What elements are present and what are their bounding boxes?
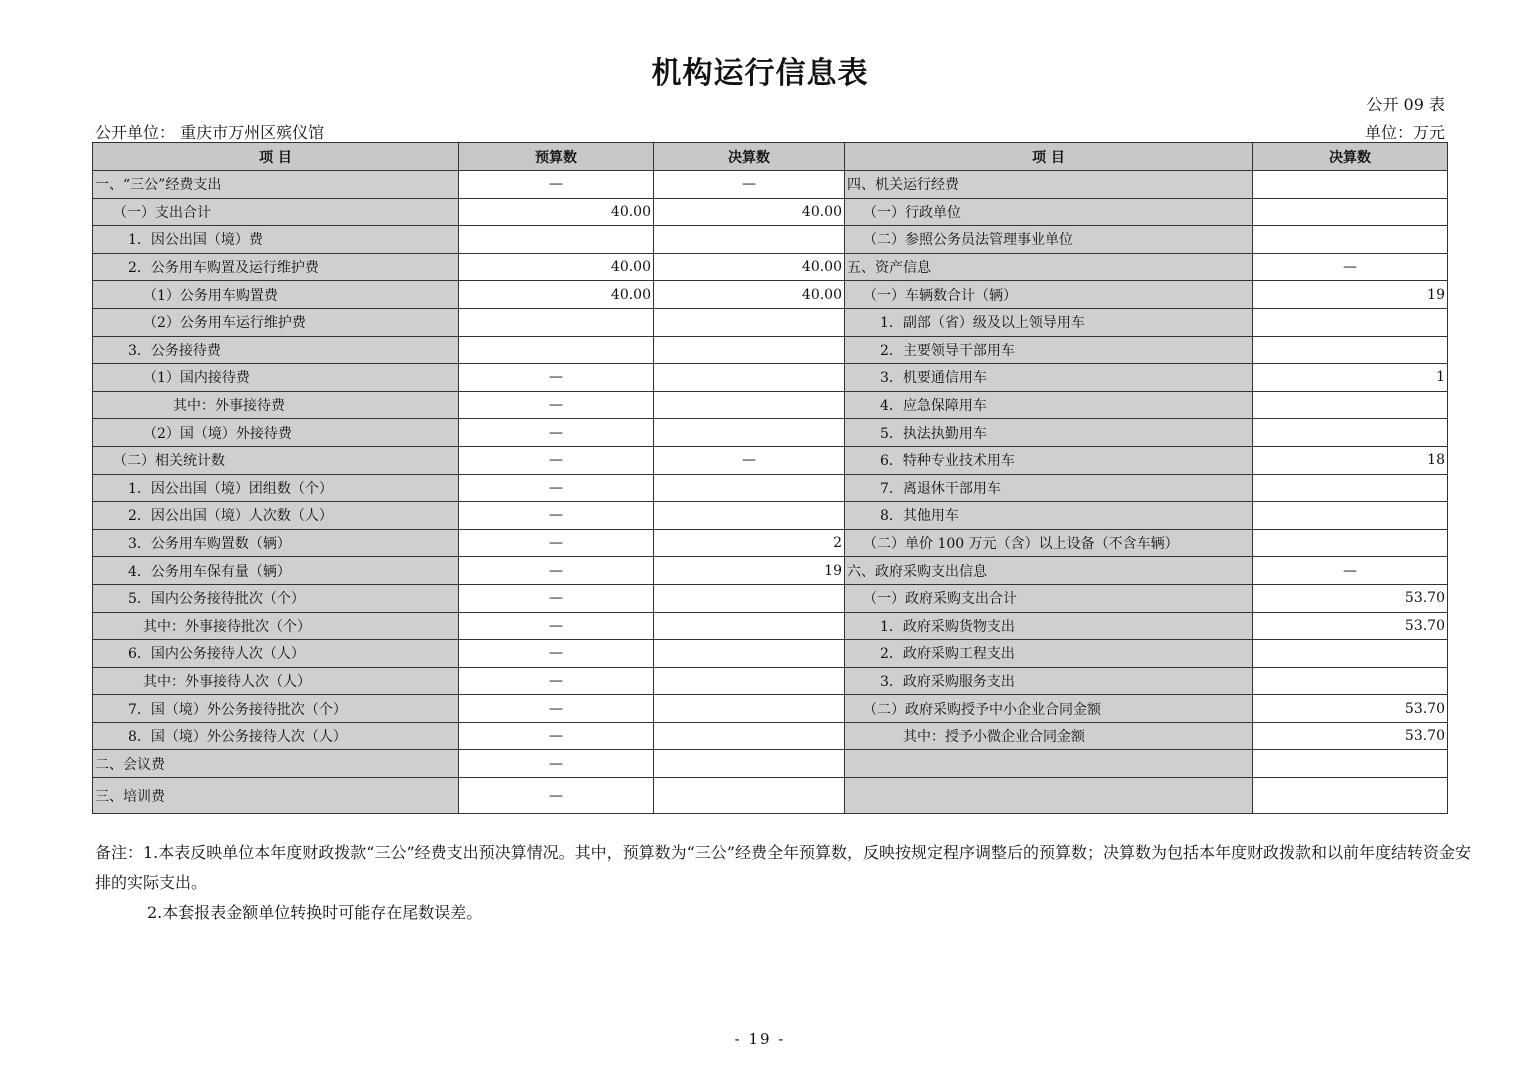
- header-item-right: 项 目: [845, 143, 1253, 171]
- item-left-cell: 8．国（境）外公务接待人次（人）: [93, 722, 459, 750]
- final-left-cell: —: [654, 446, 845, 474]
- item-right-cell: 六、政府采购支出信息: [845, 557, 1253, 585]
- table-row: [93, 778, 1448, 814]
- item-left-cell: （二）相关统计数: [93, 446, 459, 474]
- final-left-cell: [654, 419, 845, 447]
- table-row: [93, 253, 1448, 281]
- budget-cell: 40.00: [459, 281, 654, 309]
- budget-cell: —: [459, 419, 654, 447]
- item-right-cell: 6．特种专业技术用车: [845, 446, 1253, 474]
- table-row: [93, 226, 1448, 254]
- final-right-cell: 53.70: [1253, 612, 1448, 640]
- item-left-cell: 2．因公出国（境）人次数（人）: [93, 502, 459, 530]
- final-right-cell: [1253, 198, 1448, 226]
- page-title: 机构运行信息表: [651, 56, 869, 91]
- budget-cell: —: [459, 364, 654, 392]
- reporting-unit: 公开单位： 重庆市万州区殡仪馆: [95, 123, 325, 142]
- final-left-cell: [654, 308, 845, 336]
- final-right-cell: [1253, 750, 1448, 778]
- final-left-cell: [654, 474, 845, 502]
- table-row: [93, 336, 1448, 364]
- item-right-cell: 7．离退休干部用车: [845, 474, 1253, 502]
- budget-cell: —: [459, 640, 654, 668]
- item-right-cell: 1．政府采购货物支出: [845, 612, 1253, 640]
- final-right-cell: [1253, 529, 1448, 557]
- item-left-cell: 4．公务用车保有量（辆）: [93, 557, 459, 585]
- final-left-cell: [654, 226, 845, 254]
- table-row: [93, 750, 1448, 778]
- item-left-cell: （1）国内接待费: [93, 364, 459, 392]
- note-2: 2.本套报表金额单位转换时可能存在尾数误差。: [147, 903, 483, 922]
- header-final-left: 决算数: [654, 143, 845, 171]
- budget-cell: —: [459, 502, 654, 530]
- item-left-cell: 2．公务用车购置及运行维护费: [93, 253, 459, 281]
- item-left-cell: （2）国（境）外接待费: [93, 419, 459, 447]
- final-right-cell: [1253, 419, 1448, 447]
- table-row: [93, 391, 1448, 419]
- item-right-cell: 2．主要领导干部用车: [845, 336, 1253, 364]
- item-right-cell: （一）车辆数合计（辆）: [845, 281, 1253, 309]
- final-left-cell: [654, 695, 845, 723]
- item-left-cell: 1．因公出国（境）团组数（个）: [93, 474, 459, 502]
- page-number: - 19 -: [734, 1030, 786, 1048]
- budget-cell: [459, 226, 654, 254]
- final-right-cell: 53.70: [1253, 584, 1448, 612]
- final-right-cell: —: [1253, 557, 1448, 585]
- final-right-cell: 1: [1253, 364, 1448, 392]
- final-left-cell: [654, 750, 845, 778]
- final-right-cell: [1253, 391, 1448, 419]
- final-left-cell: [654, 502, 845, 530]
- budget-cell: —: [459, 750, 654, 778]
- item-right-cell: [845, 778, 1253, 814]
- budget-cell: —: [459, 584, 654, 612]
- budget-cell: —: [459, 695, 654, 723]
- final-right-cell: 18: [1253, 446, 1448, 474]
- table-row: [93, 474, 1448, 502]
- final-right-cell: [1253, 308, 1448, 336]
- final-left-cell: [654, 364, 845, 392]
- final-right-cell: [1253, 226, 1448, 254]
- final-left-cell: 40.00: [654, 198, 845, 226]
- final-left-cell: —: [654, 171, 845, 199]
- item-right-cell: （二）参照公务员法管理事业单位: [845, 226, 1253, 254]
- final-right-cell: 53.70: [1253, 695, 1448, 723]
- budget-cell: 40.00: [459, 253, 654, 281]
- budget-cell: —: [459, 612, 654, 640]
- final-right-cell: [1253, 171, 1448, 199]
- item-left-cell: 一、“三公”经费支出: [93, 171, 459, 199]
- budget-cell: —: [459, 557, 654, 585]
- header-final-right: 决算数: [1253, 143, 1448, 171]
- budget-cell: —: [459, 529, 654, 557]
- budget-cell: —: [459, 391, 654, 419]
- final-right-cell: [1253, 336, 1448, 364]
- notes: [95, 838, 1480, 928]
- header-item-left: 项 目: [93, 143, 459, 171]
- item-left-cell: （1）公务用车购置费: [93, 281, 459, 309]
- table-row: [93, 695, 1448, 723]
- final-left-cell: [654, 778, 845, 814]
- table-row: [93, 364, 1448, 392]
- final-left-cell: [654, 391, 845, 419]
- item-right-cell: （二）政府采购授予中小企业合同金额: [845, 695, 1253, 723]
- table-row: [93, 281, 1448, 309]
- item-right-cell: [845, 750, 1253, 778]
- table-row: [93, 171, 1448, 199]
- table-row: [93, 722, 1448, 750]
- info-table: [92, 142, 1448, 814]
- item-left-cell: 其中：外事接待人次（人）: [93, 667, 459, 695]
- item-left-cell: 二、会议费: [93, 750, 459, 778]
- table-row: [93, 557, 1448, 585]
- table-row: [93, 198, 1448, 226]
- item-left-cell: （2）公务用车运行维护费: [93, 308, 459, 336]
- table-row: [93, 667, 1448, 695]
- final-left-cell: 19: [654, 557, 845, 585]
- final-left-cell: 40.00: [654, 253, 845, 281]
- budget-cell: 40.00: [459, 198, 654, 226]
- item-left-cell: 1．因公出国（境）费: [93, 226, 459, 254]
- item-right-cell: （一）政府采购支出合计: [845, 584, 1253, 612]
- final-left-cell: [654, 336, 845, 364]
- item-left-cell: 其中：外事接待费: [93, 391, 459, 419]
- form-number: 公开 09 表: [1366, 95, 1445, 114]
- final-left-cell: [654, 667, 845, 695]
- final-left-cell: 2: [654, 529, 845, 557]
- budget-cell: —: [459, 722, 654, 750]
- table-row: [93, 446, 1448, 474]
- item-right-cell: （一）行政单位: [845, 198, 1253, 226]
- budget-cell: —: [459, 171, 654, 199]
- item-left-cell: （一）支出合计: [93, 198, 459, 226]
- budget-cell: —: [459, 446, 654, 474]
- final-right-cell: [1253, 474, 1448, 502]
- table-row: [93, 640, 1448, 668]
- item-right-cell: 4．应急保障用车: [845, 391, 1253, 419]
- table-row: [93, 502, 1448, 530]
- final-left-cell: [654, 640, 845, 668]
- budget-cell: —: [459, 667, 654, 695]
- table-row: [93, 584, 1448, 612]
- item-right-cell: 3．政府采购服务支出: [845, 667, 1253, 695]
- item-left-cell: 3．公务接待费: [93, 336, 459, 364]
- table-row: [93, 529, 1448, 557]
- final-left-cell: [654, 584, 845, 612]
- item-right-cell: 其中：授予小微企业合同金额: [845, 722, 1253, 750]
- item-right-cell: 3．机要通信用车: [845, 364, 1253, 392]
- item-right-cell: 5．执法执勤用车: [845, 419, 1253, 447]
- final-right-cell: [1253, 667, 1448, 695]
- item-right-cell: （二）单价 100 万元（含）以上设备（不含车辆）: [845, 529, 1253, 557]
- currency-unit: 单位：万元: [1364, 123, 1445, 142]
- item-right-cell: 五、资产信息: [845, 253, 1253, 281]
- final-right-cell: [1253, 778, 1448, 814]
- item-right-cell: 8．其他用车: [845, 502, 1253, 530]
- final-left-cell: 40.00: [654, 281, 845, 309]
- item-left-cell: 7．国（境）外公务接待批次（个）: [93, 695, 459, 723]
- table-row: [93, 308, 1448, 336]
- item-right-cell: 2．政府采购工程支出: [845, 640, 1253, 668]
- table-row: [93, 419, 1448, 447]
- final-right-cell: [1253, 640, 1448, 668]
- final-right-cell: 19: [1253, 281, 1448, 309]
- final-left-cell: [654, 612, 845, 640]
- final-left-cell: [654, 722, 845, 750]
- header-budget: 预算数: [459, 143, 654, 171]
- table-header-row: [93, 143, 1448, 171]
- budget-cell: —: [459, 778, 654, 814]
- final-right-cell: [1253, 502, 1448, 530]
- budget-cell: [459, 336, 654, 364]
- budget-cell: —: [459, 474, 654, 502]
- table-row: [93, 612, 1448, 640]
- item-left-cell: 3．公务用车购置数（辆）: [93, 529, 459, 557]
- final-right-cell: —: [1253, 253, 1448, 281]
- item-left-cell: 三、培训费: [93, 778, 459, 814]
- item-left-cell: 其中：外事接待批次（个）: [93, 612, 459, 640]
- item-left-cell: 5．国内公务接待批次（个）: [93, 584, 459, 612]
- final-right-cell: 53.70: [1253, 722, 1448, 750]
- note-1: 备注：1.本表反映单位本年度财政拨款“三公”经费支出预决算情况。其中，预算数为“三公”经费全年预算数，反映按规定程序调整后的预算数；决算数为包括本年度财政拨款和以前年度结转资金安排的实际支出。: [95, 843, 1471, 892]
- item-right-cell: 四、机关运行经费: [845, 171, 1253, 199]
- item-left-cell: 6．国内公务接待人次（人）: [93, 640, 459, 668]
- item-right-cell: 1．副部（省）级及以上领导用车: [845, 308, 1253, 336]
- budget-cell: [459, 308, 654, 336]
